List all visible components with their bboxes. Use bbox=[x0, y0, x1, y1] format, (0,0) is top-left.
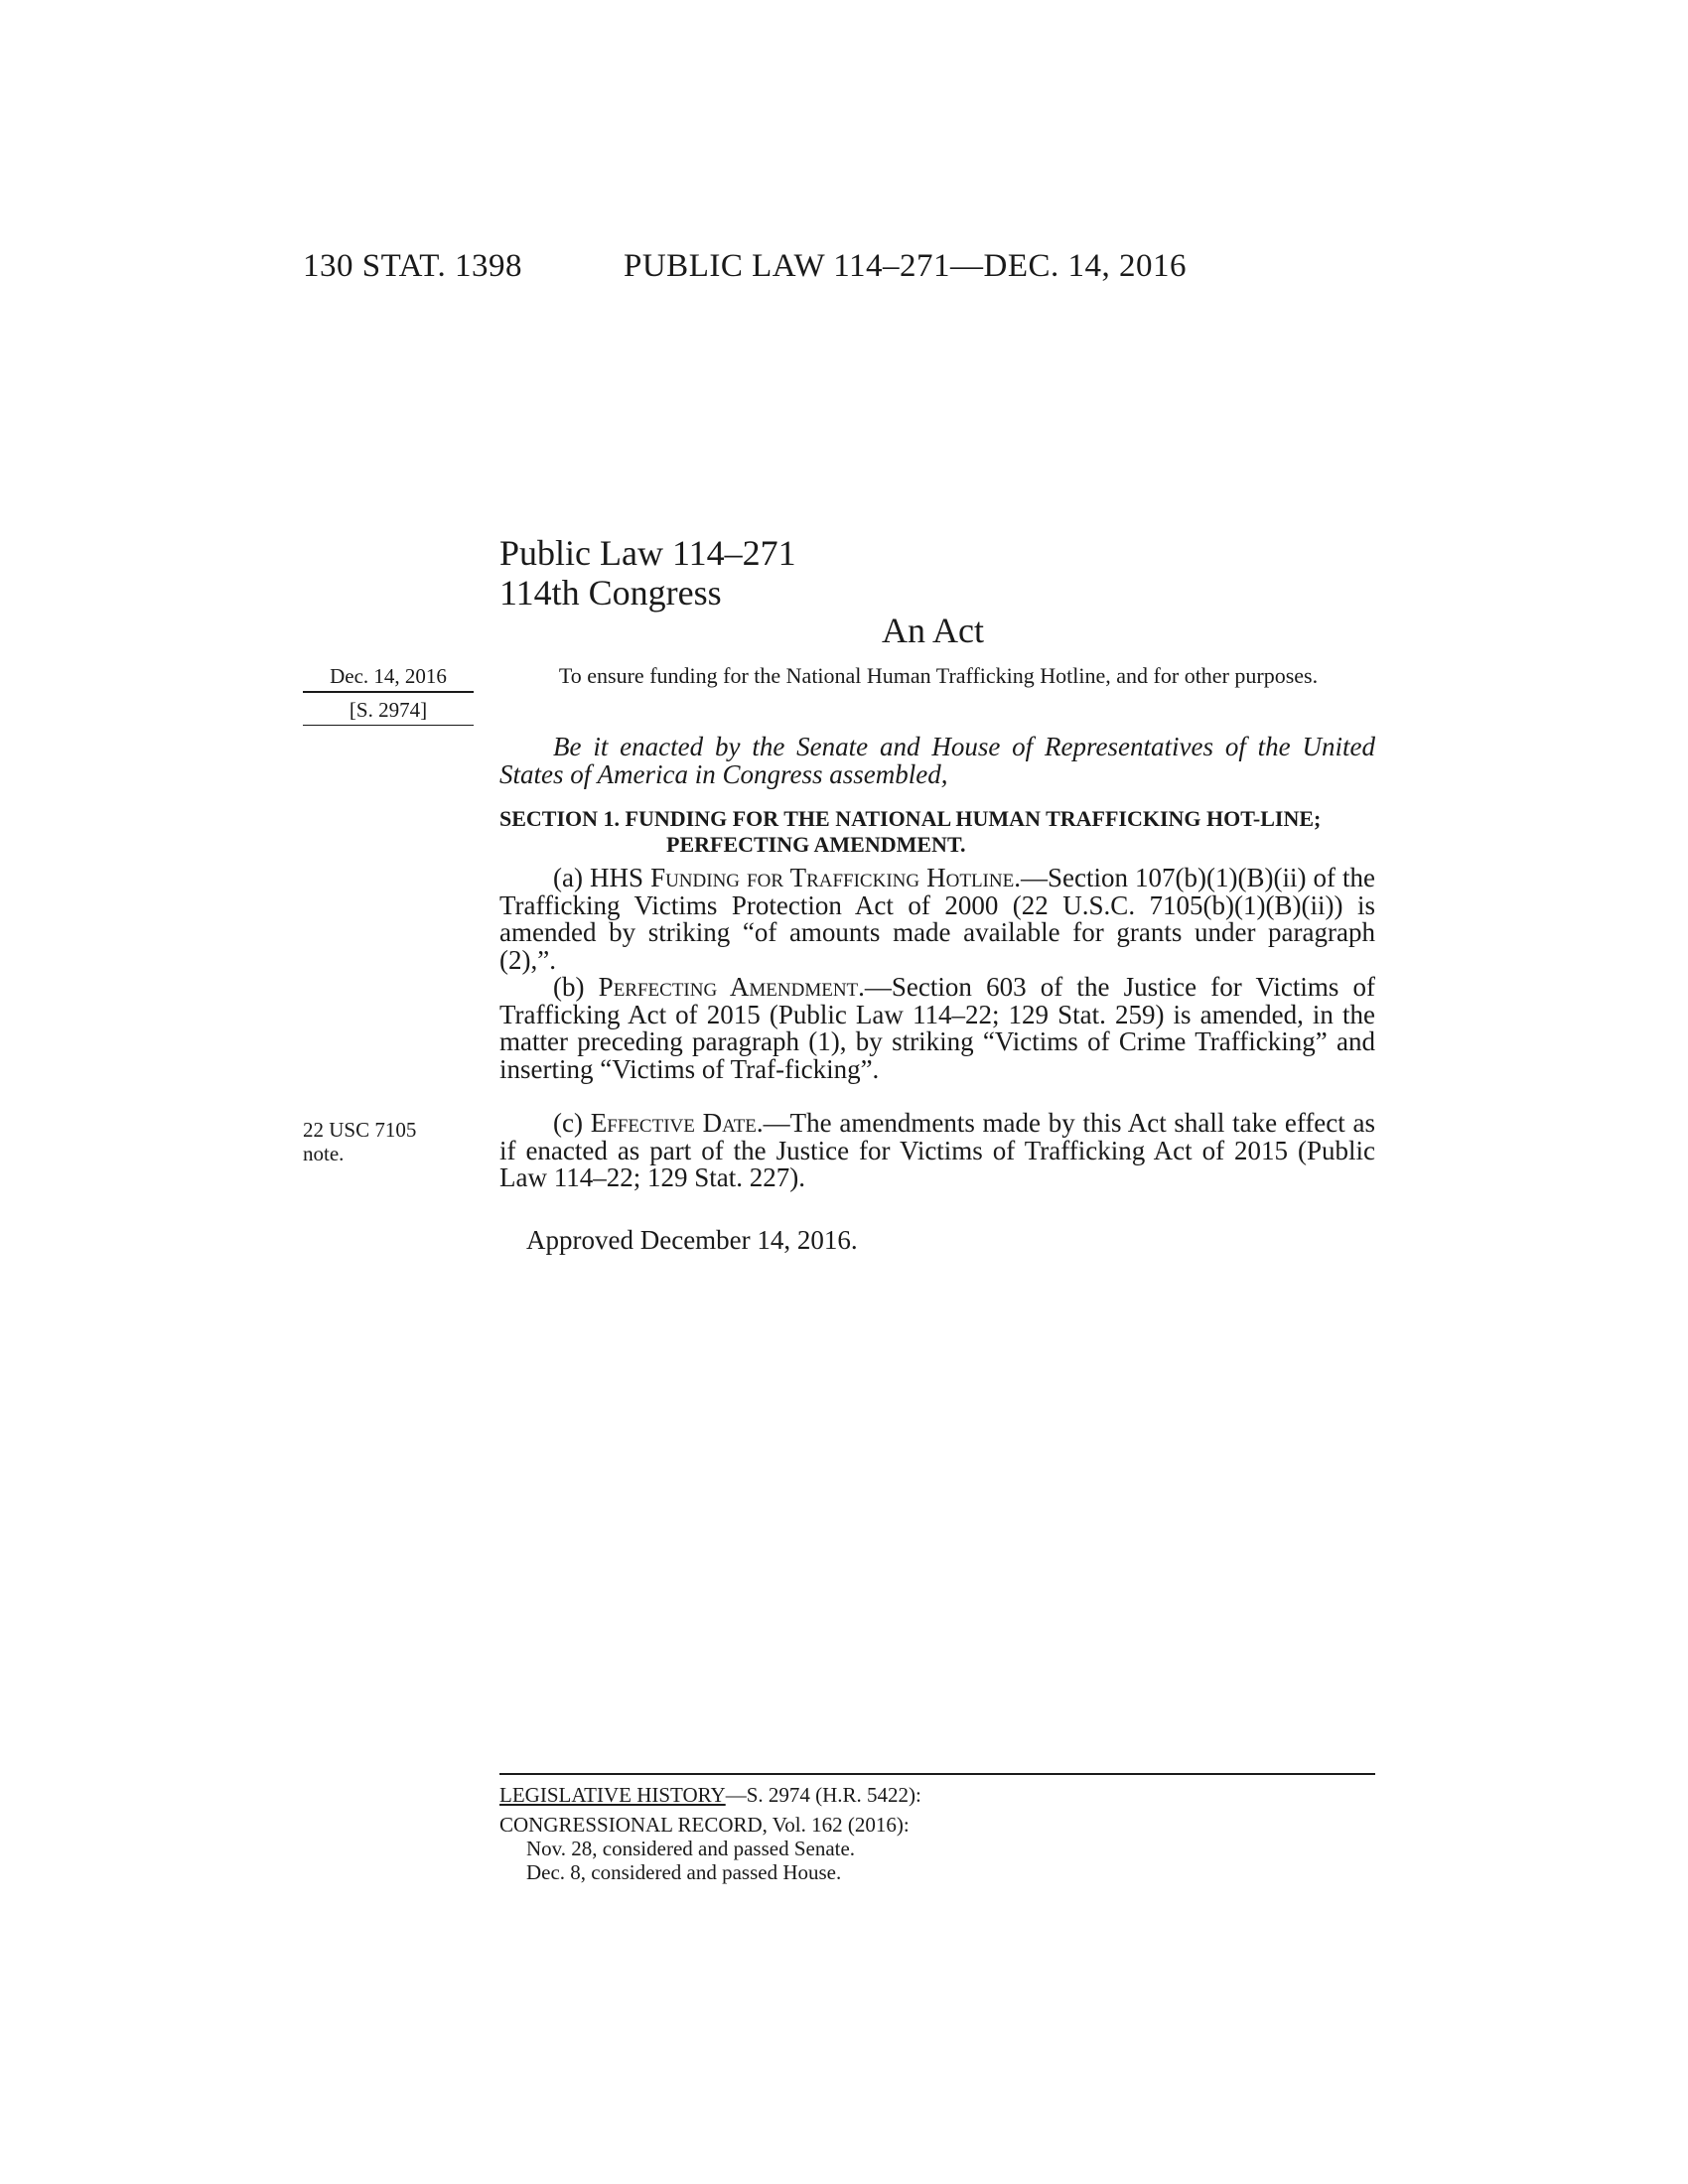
margin-rule-bottom bbox=[303, 725, 474, 726]
history-bill-ref: —S. 2974 (H.R. 5422): bbox=[725, 1783, 921, 1807]
act-label: An Act bbox=[882, 611, 984, 650]
subsection-text: —Section 603 of the Justice for Victims of Trafficking Act of 2015 (Public Law 114–22; 129 Stat. 259) is amended, in the matter preceding paragraph (1), by striking “Victims of Crime Trafficking” and inserting “Victims of Traf-ficking”. bbox=[499, 972, 1376, 1084]
legislative-history-label bbox=[499, 1783, 921, 1807]
congressional-record: CONGRESSIONAL RECORD, Vol. 162 (2016): bbox=[499, 1813, 910, 1837]
approval-date: Approved December 14, 2016. bbox=[526, 1225, 858, 1255]
subsection-title: Effective Date. bbox=[590, 1108, 764, 1138]
margin-rule bbox=[303, 691, 474, 693]
history-heading: LEGISLATIVE HISTORY bbox=[499, 1783, 726, 1807]
subsection-text: —The amendments made by this Act shall take effect as if enacted as part of the Justice for Victims of Trafficking Act of 2015 (Public Law 114–22; 129 Stat. 227). bbox=[499, 1108, 1375, 1192]
subsection-marker: (c) bbox=[553, 1108, 583, 1138]
stat-page-reference: 130 STAT. 1398 bbox=[303, 248, 523, 284]
subsection-marker: (b) bbox=[553, 972, 585, 1002]
public-law-number: Public Law 114–271 bbox=[499, 533, 796, 573]
subsection-title: HHS Funding for Trafficking Hotline. bbox=[590, 863, 1021, 892]
margin-bill-number: [S. 2974] bbox=[349, 698, 428, 722]
history-entry: Nov. 28, considered and passed Senate. bbox=[526, 1837, 856, 1860]
margin-date: Dec. 14, 2016 bbox=[330, 664, 447, 688]
margin-usc-note: 22 USC 7105 note. bbox=[303, 1118, 417, 1165]
history-divider bbox=[499, 1773, 1375, 1775]
subsection-a bbox=[499, 865, 1375, 974]
subsection-title: Perfecting Amendment. bbox=[598, 972, 865, 1002]
subsection-text: —Section 107(b)(1)(B)(ii) of the Trafficking Victims Protection Act of 2000 (22 U.S.C. 7105(b)(1)(B)(ii)) is amended by striking “of amounts made available for grants under paragraph (2),”. bbox=[499, 863, 1375, 975]
act-purpose: To ensure funding for the National Human Trafficking Hotline, and for other purposes. bbox=[558, 663, 1319, 688]
subsection-b bbox=[499, 974, 1375, 1083]
enacting-clause: Be it enacted by the Senate and House of Representatives of the United States of America in Congress assembled, bbox=[499, 732, 1375, 789]
history-entry: Dec. 8, considered and passed House. bbox=[526, 1860, 842, 1884]
running-title: PUBLIC LAW 114–271—DEC. 14, 2016 bbox=[624, 248, 1188, 284]
subsection-c bbox=[499, 1110, 1375, 1192]
section-heading: SECTION 1. FUNDING FOR THE NATIONAL HUMAN TRAFFICKING HOT-LINE; PERFECTING AMENDMENT. bbox=[499, 806, 1322, 857]
congress-number: 114th Congress bbox=[499, 573, 722, 613]
subsection-marker: (a) bbox=[553, 863, 583, 892]
